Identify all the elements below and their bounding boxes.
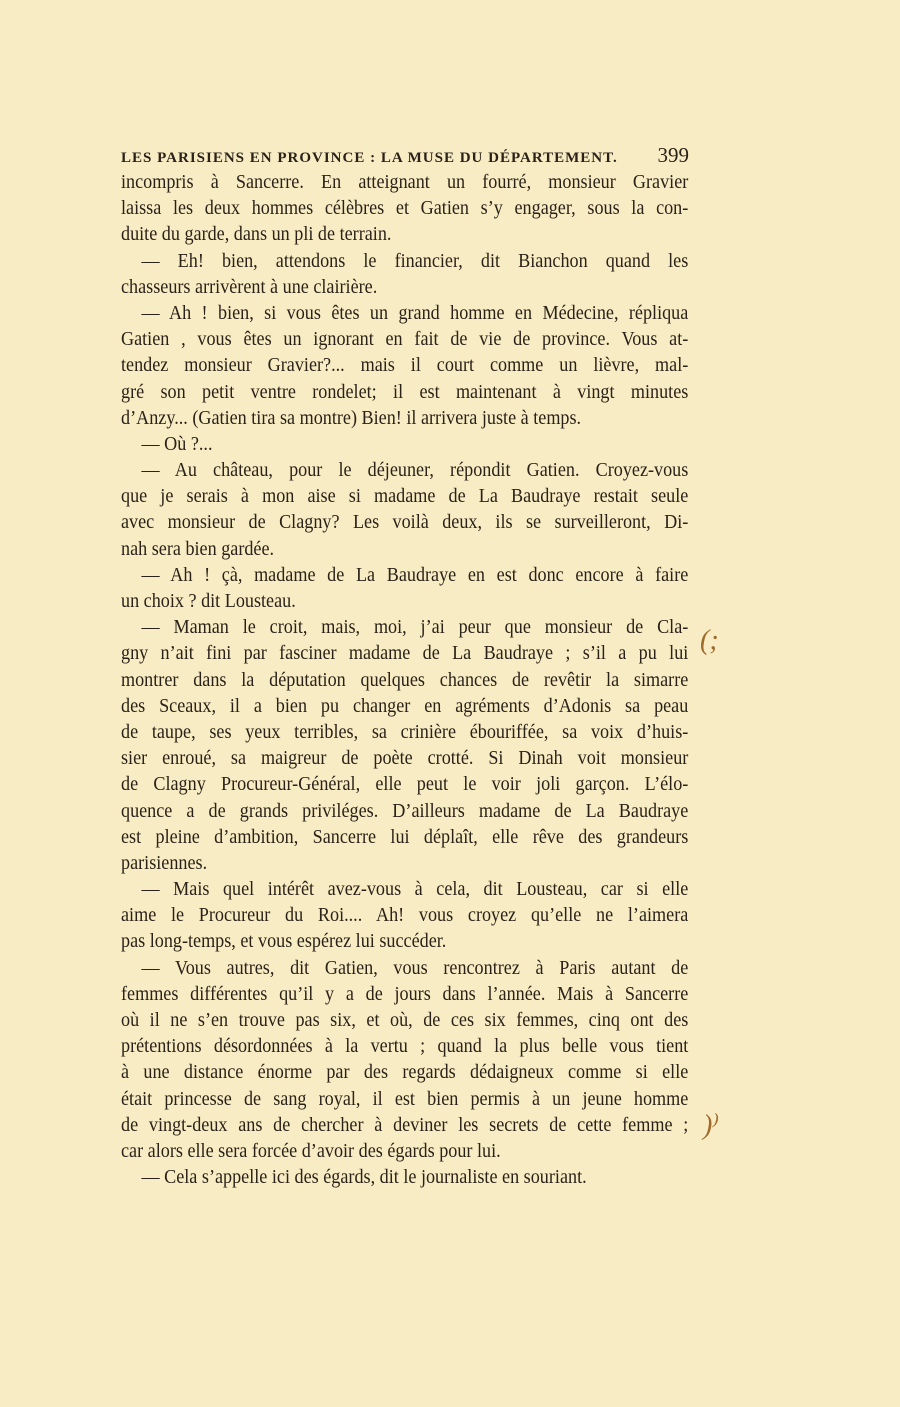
text-line: des Sceaux, il a bien pu changer en agréments d’Adonis sa peau [121, 695, 689, 717]
text-line: gré son petit ventre rondelet; il est maintenant à vingt minutes [121, 381, 689, 403]
text-line: — Eh! bien, attendons le financier, dit Bianchon quand les [141, 250, 689, 272]
text-line: que je serais à mon aise si madame de La Baudraye restait seule [121, 486, 689, 508]
text-line: Gatien , vous êtes un ignorant en fait de vie de province. Vous at- [121, 329, 689, 351]
text-line: nah sera bien gardée. [121, 538, 275, 560]
text-line: de vingt-deux ans de chercher à deviner les secrets de cette femme ; [121, 1114, 689, 1136]
margin-annotation-mark: )⁾ [703, 1110, 720, 1141]
running-title: LES PARISIENS EN PROVINCE : LA MUSE DU DÉPARTEMENT. [121, 150, 618, 166]
text-line: de Clagny Procureur-Général, elle peut le voir joli garçon. L’élo- [121, 774, 689, 796]
text-line: — Cela s’appelle ici des égards, dit le journaliste en souriant. [141, 1167, 587, 1189]
text-line: montrer dans la députation quelques chances de revêtir la simarre [121, 669, 689, 691]
text-line: laissa les deux hommes célèbres et Gatien s’y engager, sous la con- [121, 198, 689, 220]
text-line: — Ah ! çà, madame de La Baudraye en est donc encore à faire [141, 564, 689, 586]
text-line: femmes différentes qu’il y a de jours dans l’année. Mais à Sancerre [121, 983, 689, 1005]
text-line: prétentions désordonnées à la vertu ; quand la plus belle vous tient [121, 1036, 689, 1058]
text-line: quence a de grands priviléges. D’ailleurs madame de La Baudraye [121, 800, 689, 822]
running-header [121, 143, 689, 168]
text-line: tendez monsieur Gravier?... mais il court comme un lièvre, mal- [121, 355, 689, 377]
margin-annotation-mark: (; [700, 625, 719, 656]
text-line: parisiennes. [121, 852, 208, 874]
text-line: à une distance énorme par des regards dédaigneux comme si elle [121, 1062, 689, 1084]
text-line: aime le Procureur du Roi.... Ah! vous croyez qu’elle ne l’aimera [121, 905, 689, 927]
text-line: sier enroué, sa maigreur de poète crotté. Si Dinah voit monsieur [121, 748, 689, 770]
text-line: était princesse de sang royal, il est bien permis à un jeune homme [121, 1088, 689, 1110]
text-line: — Ah ! bien, si vous êtes un grand homme en Médecine, répliqua [141, 302, 689, 324]
page-number: 399 [657, 143, 689, 167]
text-line: incompris à Sancerre. En atteignant un fourré, monsieur Gravier [121, 172, 689, 193]
text-line: — Maman le croit, mais, moi, j’ai peur que monsieur de Cla- [141, 617, 689, 639]
text-line: avec monsieur de Clagny? Les voilà deux, ils se surveilleront, Di- [121, 512, 689, 534]
text-line: chasseurs arrivèrent à une clairière. [121, 276, 378, 298]
text-line: de taupe, ses yeux terribles, sa crinière ébouriffée, sa voix d’huis- [121, 721, 689, 743]
text-line: — Où ?... [141, 433, 213, 455]
text-line: — Vous autres, dit Gatien, vous rencontrez à Paris autant de [141, 957, 689, 979]
text-line: pas long-temps, et vous espérez lui succéder. [121, 931, 447, 953]
text-line: d’Anzy... (Gatien tira sa montre) Bien! il arrivera juste à temps. [121, 407, 582, 429]
text-line: duite du garde, dans un pli de terrain. [121, 224, 392, 246]
text-line: où il ne s’en trouve pas six, et où, de ces six femmes, cinq ont des [121, 1010, 689, 1031]
text-line: — Mais quel intérêt avez-vous à cela, dit Lousteau, car si elle [141, 879, 689, 901]
body-text [121, 170, 688, 1191]
text-line: — Au château, pour le déjeuner, répondit Gatien. Croyez-vous [141, 460, 689, 482]
text-line: un choix ? dit Lousteau. [121, 591, 296, 612]
text-line: car alors elle sera forcée d’avoir des égards pour lui. [121, 1140, 501, 1162]
text-line: gny n’ait fini par fasciner madame de La Baudraye ; s’il a pu lui [121, 643, 689, 665]
text-line: est pleine d’ambition, Sancerre lui déplaît, elle rêve des grandeurs [121, 826, 689, 848]
